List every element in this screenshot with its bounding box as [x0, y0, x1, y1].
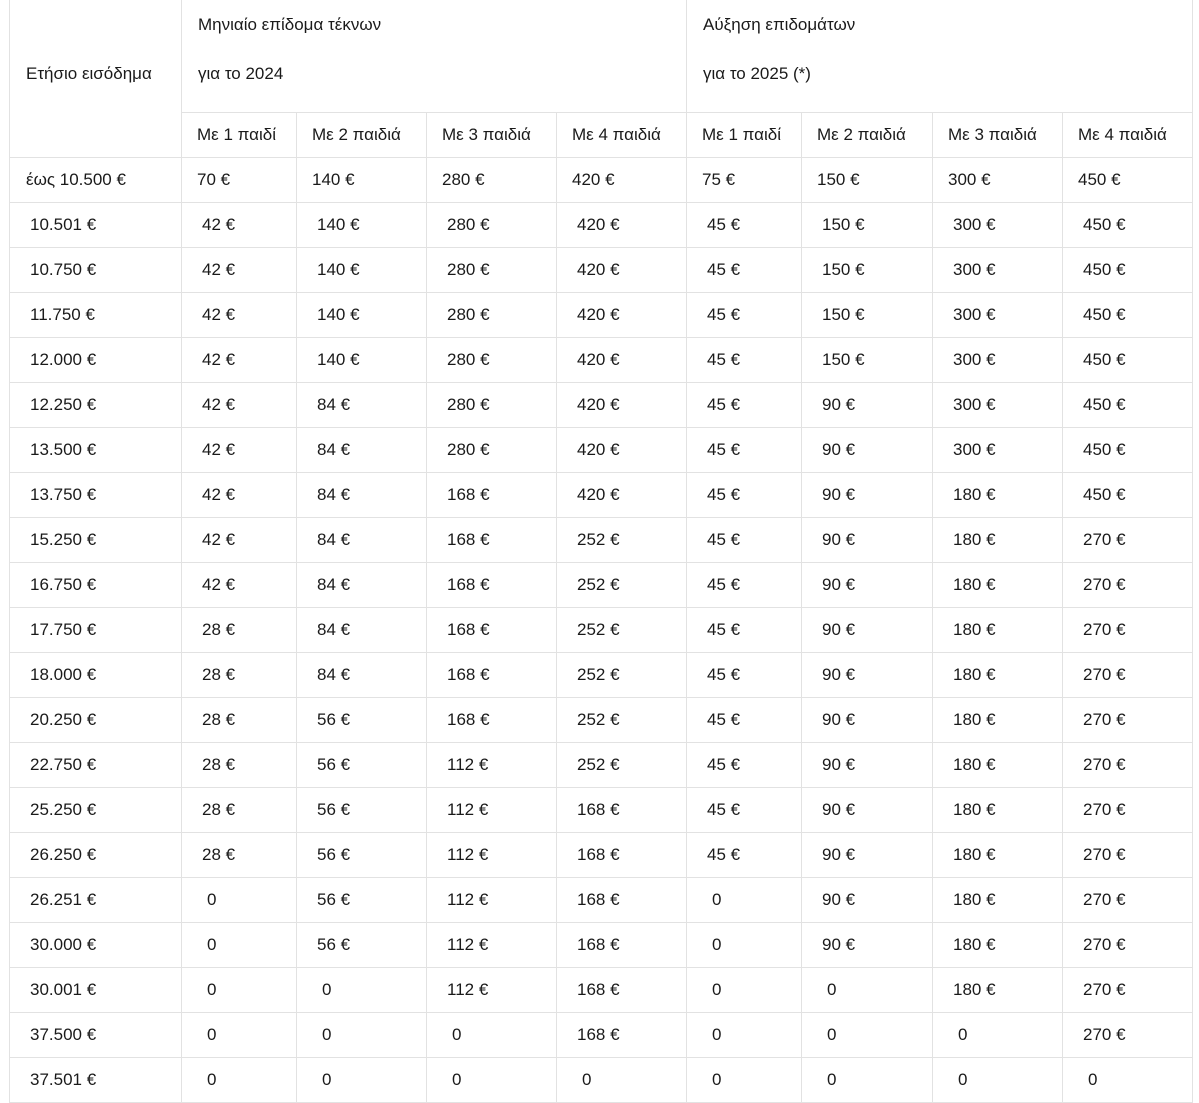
- income-cell: 11.750 €: [10, 293, 182, 338]
- value-cell: 45 €: [687, 743, 802, 788]
- value-cell: 180 €: [933, 743, 1063, 788]
- value-cell: 84 €: [297, 563, 427, 608]
- value-cell: 150 €: [802, 203, 933, 248]
- value-cell: 168 €: [427, 653, 557, 698]
- table-row: [10, 563, 1193, 608]
- value-cell: 280 €: [427, 383, 557, 428]
- value-cell: 90 €: [802, 698, 933, 743]
- col-header-2024-4-children: Με 4 παιδιά: [557, 113, 687, 158]
- table-row: [10, 923, 1193, 968]
- group-2025-title: Αύξηση επιδομάτων: [703, 15, 856, 34]
- value-cell: 140 €: [297, 293, 427, 338]
- value-cell: 56 €: [297, 878, 427, 923]
- value-cell: 420 €: [557, 383, 687, 428]
- value-cell: 420 €: [557, 338, 687, 383]
- value-cell: 450 €: [1063, 473, 1193, 518]
- value-cell: 180 €: [933, 833, 1063, 878]
- value-cell: 168 €: [427, 518, 557, 563]
- value-cell: 45 €: [687, 788, 802, 833]
- value-cell: 450 €: [1063, 383, 1193, 428]
- value-cell: 0: [687, 968, 802, 1013]
- value-cell: 0: [182, 1058, 297, 1103]
- value-cell: 42 €: [182, 428, 297, 473]
- value-cell: 420 €: [557, 293, 687, 338]
- table-row: [10, 878, 1193, 923]
- value-cell: 75 €: [687, 158, 802, 203]
- value-cell: 252 €: [557, 563, 687, 608]
- col-header-2025-3-children: Με 3 παιδιά: [933, 113, 1063, 158]
- value-cell: 90 €: [802, 653, 933, 698]
- table-row: [10, 608, 1193, 653]
- value-cell: 84 €: [297, 608, 427, 653]
- value-cell: 0: [182, 923, 297, 968]
- value-cell: 180 €: [933, 518, 1063, 563]
- value-cell: 168 €: [557, 968, 687, 1013]
- value-cell: 42 €: [182, 518, 297, 563]
- income-cell: 16.750 €: [10, 563, 182, 608]
- table-row: [10, 653, 1193, 698]
- value-cell: 42 €: [182, 338, 297, 383]
- value-cell: 84 €: [297, 518, 427, 563]
- table-row: [10, 473, 1193, 518]
- col-header-2024-1-child: Με 1 παιδί: [182, 113, 297, 158]
- group-2025-subtitle: για το 2025 (*): [703, 64, 811, 83]
- value-cell: 45 €: [687, 203, 802, 248]
- column-header-row: [10, 113, 1193, 158]
- income-cell: 37.500 €: [10, 1013, 182, 1058]
- table-row: [10, 1058, 1193, 1103]
- value-cell: 84 €: [297, 653, 427, 698]
- value-cell: 168 €: [557, 1013, 687, 1058]
- value-cell: 450 €: [1063, 338, 1193, 383]
- table-row: [10, 698, 1193, 743]
- income-cell: 12.250 €: [10, 383, 182, 428]
- value-cell: 90 €: [802, 428, 933, 473]
- income-cell: 17.750 €: [10, 608, 182, 653]
- value-cell: 45 €: [687, 653, 802, 698]
- value-cell: 0: [802, 1013, 933, 1058]
- value-cell: 180 €: [933, 788, 1063, 833]
- table-row: [10, 788, 1193, 833]
- value-cell: 56 €: [297, 698, 427, 743]
- income-cell: 13.750 €: [10, 473, 182, 518]
- value-cell: 168 €: [427, 563, 557, 608]
- value-cell: 0: [297, 1013, 427, 1058]
- value-cell: 90 €: [802, 788, 933, 833]
- value-cell: 90 €: [802, 473, 933, 518]
- value-cell: 168 €: [557, 833, 687, 878]
- value-cell: 42 €: [182, 203, 297, 248]
- value-cell: 45 €: [687, 563, 802, 608]
- income-cell: 15.250 €: [10, 518, 182, 563]
- table-row: [10, 383, 1193, 428]
- value-cell: 280 €: [427, 293, 557, 338]
- value-cell: 112 €: [427, 833, 557, 878]
- value-cell: 42 €: [182, 293, 297, 338]
- value-cell: 0: [687, 878, 802, 923]
- income-header: Ετήσιο εισόδημα: [10, 0, 182, 158]
- income-cell: 30.001 €: [10, 968, 182, 1013]
- value-cell: 45 €: [687, 608, 802, 653]
- income-cell: 30.000 €: [10, 923, 182, 968]
- value-cell: 180 €: [933, 923, 1063, 968]
- value-cell: 56 €: [297, 923, 427, 968]
- value-cell: 0: [802, 968, 933, 1013]
- value-cell: 300 €: [933, 383, 1063, 428]
- value-cell: 0: [297, 968, 427, 1013]
- group-header-2024: [182, 0, 687, 113]
- table-row: [10, 518, 1193, 563]
- income-cell: έως 10.500 €: [10, 158, 182, 203]
- income-cell: 18.000 €: [10, 653, 182, 698]
- value-cell: 0: [297, 1058, 427, 1103]
- value-cell: 140 €: [297, 248, 427, 293]
- value-cell: 150 €: [802, 293, 933, 338]
- value-cell: 0: [933, 1013, 1063, 1058]
- income-cell: 26.251 €: [10, 878, 182, 923]
- value-cell: 0: [427, 1013, 557, 1058]
- value-cell: 112 €: [427, 743, 557, 788]
- value-cell: 28 €: [182, 653, 297, 698]
- income-cell: 13.500 €: [10, 428, 182, 473]
- value-cell: 270 €: [1063, 968, 1193, 1013]
- value-cell: 168 €: [427, 473, 557, 518]
- value-cell: 84 €: [297, 383, 427, 428]
- income-cell: 37.501 €: [10, 1058, 182, 1103]
- value-cell: 450 €: [1063, 428, 1193, 473]
- col-header-2024-2-children: Με 2 παιδιά: [297, 113, 427, 158]
- value-cell: 150 €: [802, 338, 933, 383]
- value-cell: 0: [557, 1058, 687, 1103]
- value-cell: 90 €: [802, 923, 933, 968]
- value-cell: 168 €: [557, 878, 687, 923]
- value-cell: 0: [933, 1058, 1063, 1103]
- value-cell: 180 €: [933, 608, 1063, 653]
- value-cell: 0: [427, 1058, 557, 1103]
- value-cell: 0: [182, 878, 297, 923]
- value-cell: 300 €: [933, 248, 1063, 293]
- value-cell: 84 €: [297, 473, 427, 518]
- value-cell: 168 €: [427, 608, 557, 653]
- table-row: [10, 293, 1193, 338]
- income-cell: 12.000 €: [10, 338, 182, 383]
- value-cell: 140 €: [297, 158, 427, 203]
- value-cell: 270 €: [1063, 518, 1193, 563]
- value-cell: 300 €: [933, 158, 1063, 203]
- value-cell: 300 €: [933, 293, 1063, 338]
- col-header-2025-2-children: Με 2 παιδιά: [802, 113, 933, 158]
- value-cell: 150 €: [802, 158, 933, 203]
- value-cell: 168 €: [557, 788, 687, 833]
- value-cell: 112 €: [427, 923, 557, 968]
- value-cell: 168 €: [557, 923, 687, 968]
- value-cell: 180 €: [933, 878, 1063, 923]
- value-cell: 90 €: [802, 518, 933, 563]
- value-cell: 28 €: [182, 698, 297, 743]
- value-cell: 270 €: [1063, 563, 1193, 608]
- income-cell: 26.250 €: [10, 833, 182, 878]
- value-cell: 45 €: [687, 698, 802, 743]
- income-cell: 25.250 €: [10, 788, 182, 833]
- value-cell: 0: [1063, 1058, 1193, 1103]
- value-cell: 45 €: [687, 383, 802, 428]
- value-cell: 168 €: [427, 698, 557, 743]
- value-cell: 140 €: [297, 203, 427, 248]
- value-cell: 420 €: [557, 203, 687, 248]
- value-cell: 90 €: [802, 563, 933, 608]
- value-cell: 420 €: [557, 428, 687, 473]
- value-cell: 270 €: [1063, 743, 1193, 788]
- value-cell: 112 €: [427, 788, 557, 833]
- col-header-2025-4-children: Με 4 παιδιά: [1063, 113, 1193, 158]
- value-cell: 252 €: [557, 518, 687, 563]
- table-row: [10, 833, 1193, 878]
- value-cell: 0: [687, 923, 802, 968]
- income-cell: 10.750 €: [10, 248, 182, 293]
- value-cell: 270 €: [1063, 878, 1193, 923]
- table-row: [10, 968, 1193, 1013]
- value-cell: 252 €: [557, 653, 687, 698]
- table-row: [10, 203, 1193, 248]
- value-cell: 420 €: [557, 473, 687, 518]
- value-cell: 252 €: [557, 608, 687, 653]
- value-cell: 42 €: [182, 473, 297, 518]
- value-cell: 28 €: [182, 833, 297, 878]
- value-cell: 112 €: [427, 968, 557, 1013]
- value-cell: 112 €: [427, 878, 557, 923]
- value-cell: 450 €: [1063, 248, 1193, 293]
- table-row: [10, 428, 1193, 473]
- value-cell: 270 €: [1063, 608, 1193, 653]
- value-cell: 150 €: [802, 248, 933, 293]
- value-cell: 42 €: [182, 563, 297, 608]
- value-cell: 70 €: [182, 158, 297, 203]
- value-cell: 180 €: [933, 968, 1063, 1013]
- col-header-2025-1-child: Με 1 παιδί: [687, 113, 802, 158]
- value-cell: 56 €: [297, 743, 427, 788]
- value-cell: 84 €: [297, 428, 427, 473]
- value-cell: 180 €: [933, 563, 1063, 608]
- value-cell: 28 €: [182, 743, 297, 788]
- value-cell: 90 €: [802, 878, 933, 923]
- value-cell: 270 €: [1063, 698, 1193, 743]
- group-2024-title: Μηνιαίο επίδομα τέκνων: [198, 15, 382, 34]
- value-cell: 45 €: [687, 833, 802, 878]
- value-cell: 0: [687, 1058, 802, 1103]
- value-cell: 180 €: [933, 653, 1063, 698]
- value-cell: 270 €: [1063, 653, 1193, 698]
- value-cell: 270 €: [1063, 788, 1193, 833]
- value-cell: 140 €: [297, 338, 427, 383]
- value-cell: 0: [182, 1013, 297, 1058]
- value-cell: 28 €: [182, 788, 297, 833]
- table-row: [10, 248, 1193, 293]
- value-cell: 270 €: [1063, 923, 1193, 968]
- group-2024-subtitle: για το 2024: [198, 64, 284, 83]
- value-cell: 0: [687, 1013, 802, 1058]
- value-cell: 90 €: [802, 608, 933, 653]
- income-cell: 10.501 €: [10, 203, 182, 248]
- value-cell: 270 €: [1063, 1013, 1193, 1058]
- value-cell: 90 €: [802, 383, 933, 428]
- value-cell: 450 €: [1063, 293, 1193, 338]
- income-cell: 22.750 €: [10, 743, 182, 788]
- value-cell: 280 €: [427, 338, 557, 383]
- col-header-2024-3-children: Με 3 παιδιά: [427, 113, 557, 158]
- value-cell: 280 €: [427, 203, 557, 248]
- value-cell: 252 €: [557, 743, 687, 788]
- child-benefit-table: [9, 0, 1193, 1103]
- value-cell: 420 €: [557, 158, 687, 203]
- table-row: [10, 158, 1193, 203]
- value-cell: 280 €: [427, 248, 557, 293]
- value-cell: 90 €: [802, 833, 933, 878]
- value-cell: 45 €: [687, 518, 802, 563]
- value-cell: 45 €: [687, 293, 802, 338]
- value-cell: 420 €: [557, 248, 687, 293]
- table-row: [10, 743, 1193, 788]
- value-cell: 300 €: [933, 203, 1063, 248]
- value-cell: 45 €: [687, 473, 802, 518]
- income-cell: 20.250 €: [10, 698, 182, 743]
- value-cell: 28 €: [182, 608, 297, 653]
- value-cell: 450 €: [1063, 158, 1193, 203]
- value-cell: 280 €: [427, 158, 557, 203]
- value-cell: 0: [802, 1058, 933, 1103]
- value-cell: 56 €: [297, 833, 427, 878]
- value-cell: 280 €: [427, 428, 557, 473]
- table-row: [10, 338, 1193, 383]
- value-cell: 42 €: [182, 248, 297, 293]
- value-cell: 90 €: [802, 743, 933, 788]
- group-header-2025: [687, 0, 1193, 113]
- value-cell: 252 €: [557, 698, 687, 743]
- value-cell: 45 €: [687, 338, 802, 383]
- value-cell: 270 €: [1063, 833, 1193, 878]
- header-group-row: [10, 0, 1193, 113]
- value-cell: 300 €: [933, 338, 1063, 383]
- value-cell: 42 €: [182, 383, 297, 428]
- table-row: [10, 1013, 1193, 1058]
- value-cell: 56 €: [297, 788, 427, 833]
- value-cell: 45 €: [687, 428, 802, 473]
- value-cell: 180 €: [933, 698, 1063, 743]
- value-cell: 300 €: [933, 428, 1063, 473]
- value-cell: 450 €: [1063, 203, 1193, 248]
- value-cell: 0: [182, 968, 297, 1013]
- value-cell: 180 €: [933, 473, 1063, 518]
- value-cell: 45 €: [687, 248, 802, 293]
